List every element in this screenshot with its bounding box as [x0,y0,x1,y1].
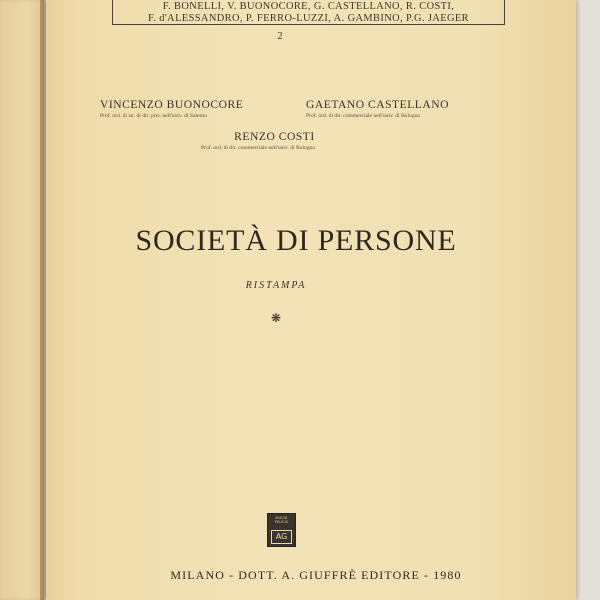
logo-motto: MULTA PAUCIS [274,516,289,524]
author-name: RENZO COSTI [234,130,315,143]
title-page [46,0,576,600]
ornament-asterism-icon: ❋ [270,311,282,325]
previous-page-edge [0,0,44,600]
author-name: VINCENZO BUONOCORE [100,98,244,111]
edition-note: RISTAMPA [245,280,307,291]
book-title: SOCIETÀ DI PERSONE [135,224,457,257]
publisher-logo-icon [267,513,296,547]
publisher-imprint: MILANO - DOTT. A. GIUFFRÈ EDITORE - 1980 [170,568,462,582]
series-editors-line-1: F. BONELLI, V. BUONOCORE, G. CASTELLANO, R. COSTI, [162,1,455,12]
author-castellano [306,98,449,119]
author-buonocore [100,98,243,119]
author-name: GAETANO CASTELLANO [306,98,449,111]
series-number: 2 [277,31,283,42]
author-costi [201,130,315,151]
logo-monogram: AG [271,530,292,544]
series-editors-line-2: F. d'ALESSANDRO, P. FERRO-LUZZI, A. GAMBINO, P.G. JAEGER [147,13,470,24]
author-affiliation: Prof. ord. di ist. di dir. priv. nell'univ. di Salerno [100,113,208,119]
author-affiliation: Prof. ord. di dir. commerciale nell'univ. di Bologna [201,145,315,151]
author-affiliation: Prof. ord. di dir. commerciale nell'univ. di Bologna [306,113,420,119]
series-editors-box [112,0,505,25]
